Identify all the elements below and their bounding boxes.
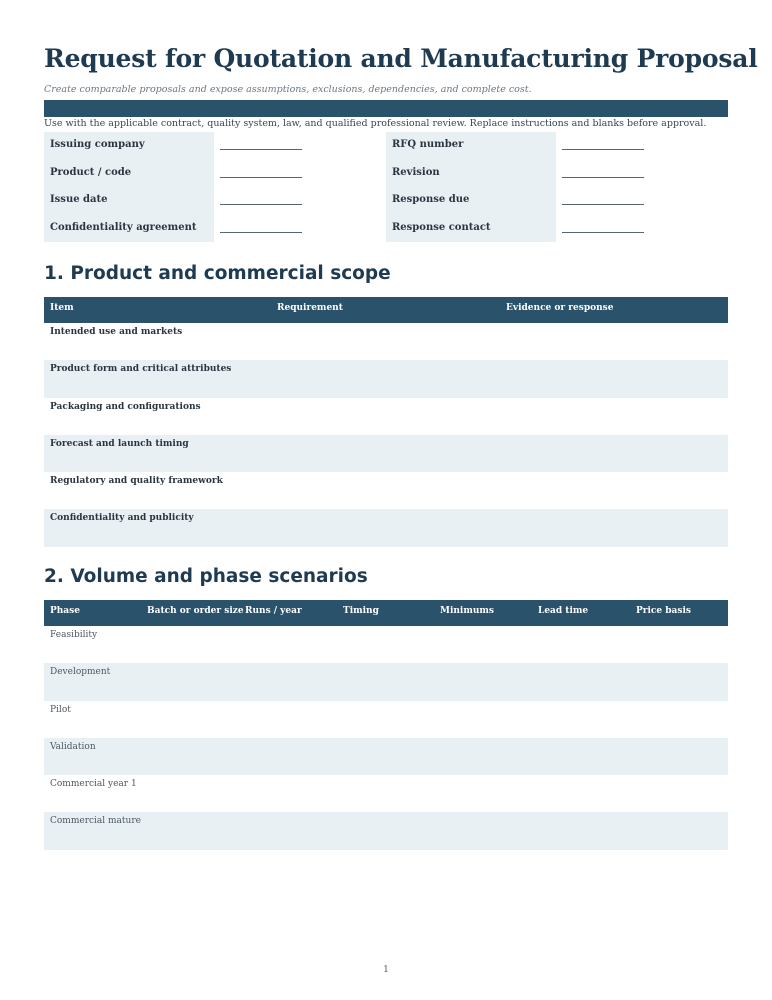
table-row[interactable] xyxy=(44,812,728,849)
table-row[interactable] xyxy=(44,701,728,738)
column-header-runs-per-year: Runs / year xyxy=(245,606,302,616)
meta-label-revision: Revision xyxy=(386,160,556,188)
meta-blank-product-code[interactable] xyxy=(220,177,302,178)
section-1-heading: 1. Product and commercial scope xyxy=(44,263,391,284)
row-label: Product form and critical attributes xyxy=(50,364,232,375)
volume-phase-table xyxy=(44,600,728,850)
meta-blank-rfq-number[interactable] xyxy=(562,149,644,150)
row-label: Commercial mature xyxy=(50,816,141,827)
meta-label-issue-date: Issue date xyxy=(44,187,214,215)
header-divider-bar xyxy=(44,100,728,117)
row-label: Packaging and configurations xyxy=(50,401,201,412)
meta-blank-revision[interactable] xyxy=(562,177,644,178)
column-header-price-basis: Price basis xyxy=(636,606,691,616)
table-row[interactable] xyxy=(44,509,728,546)
table-row[interactable] xyxy=(44,738,728,775)
column-header-timing: Timing xyxy=(343,606,379,616)
meta-blank-confidentiality-agreement[interactable] xyxy=(220,232,302,233)
volume-table-header xyxy=(44,600,728,626)
table-row[interactable] xyxy=(44,323,728,360)
page-number: 1 xyxy=(383,965,389,975)
meta-label-rfq-number: RFQ number xyxy=(386,132,556,160)
meta-label-response-contact: Response contact xyxy=(386,215,556,243)
row-label: Feasibility xyxy=(50,630,98,640)
row-label: Intended use and markets xyxy=(50,327,183,337)
table-row[interactable] xyxy=(44,398,728,435)
meta-label-response-due: Response due xyxy=(386,187,556,215)
table-row[interactable] xyxy=(44,663,728,700)
column-header-evidence: Evidence or response xyxy=(506,303,614,313)
rfq-metadata-grid xyxy=(44,132,728,244)
meta-label-product-code: Product / code xyxy=(44,160,214,188)
section-2-heading: 2. Volume and phase scenarios xyxy=(44,566,368,587)
column-header-item: Item xyxy=(50,303,74,313)
column-header-lead-time: Lead time xyxy=(538,606,589,616)
scope-table-header xyxy=(44,297,728,323)
table-row[interactable] xyxy=(44,775,728,812)
column-header-batch-size: Batch or order size xyxy=(147,606,244,616)
row-label: Validation xyxy=(50,741,96,752)
column-header-minimums: Minimums xyxy=(440,606,494,616)
meta-label-issuing-company: Issuing company xyxy=(44,132,214,160)
row-label: Pilot xyxy=(50,704,71,715)
scope-table xyxy=(44,297,728,547)
row-label: Forecast and launch timing xyxy=(50,438,189,449)
meta-blank-response-contact[interactable] xyxy=(562,232,644,233)
meta-blank-response-due[interactable] xyxy=(562,204,644,205)
column-header-requirement: Requirement xyxy=(277,303,343,313)
usage-note: Use with the applicable contract, quality system, law, and qualified professional review. Replace instructions and blanks before approval. xyxy=(44,118,707,129)
row-label: Regulatory and quality framework xyxy=(50,476,223,487)
table-row[interactable] xyxy=(44,360,728,397)
table-row[interactable] xyxy=(44,435,728,472)
document-subtitle: Create comparable proposals and expose assumptions, exclusions, dependencies, and complete cost. xyxy=(44,84,532,95)
meta-blank-issuing-company[interactable] xyxy=(220,149,302,150)
row-label: Confidentiality and publicity xyxy=(50,513,194,524)
column-header-phase: Phase xyxy=(50,606,80,616)
row-label: Commercial year 1 xyxy=(50,779,137,790)
meta-label-confidentiality-agreement: Confidentiality agreement xyxy=(44,215,214,243)
meta-blank-issue-date[interactable] xyxy=(220,204,302,205)
row-label: Development xyxy=(50,667,111,678)
table-row[interactable] xyxy=(44,472,728,509)
document-title: Request for Quotation and Manufacturing Proposal xyxy=(44,44,758,73)
table-row[interactable] xyxy=(44,626,728,663)
